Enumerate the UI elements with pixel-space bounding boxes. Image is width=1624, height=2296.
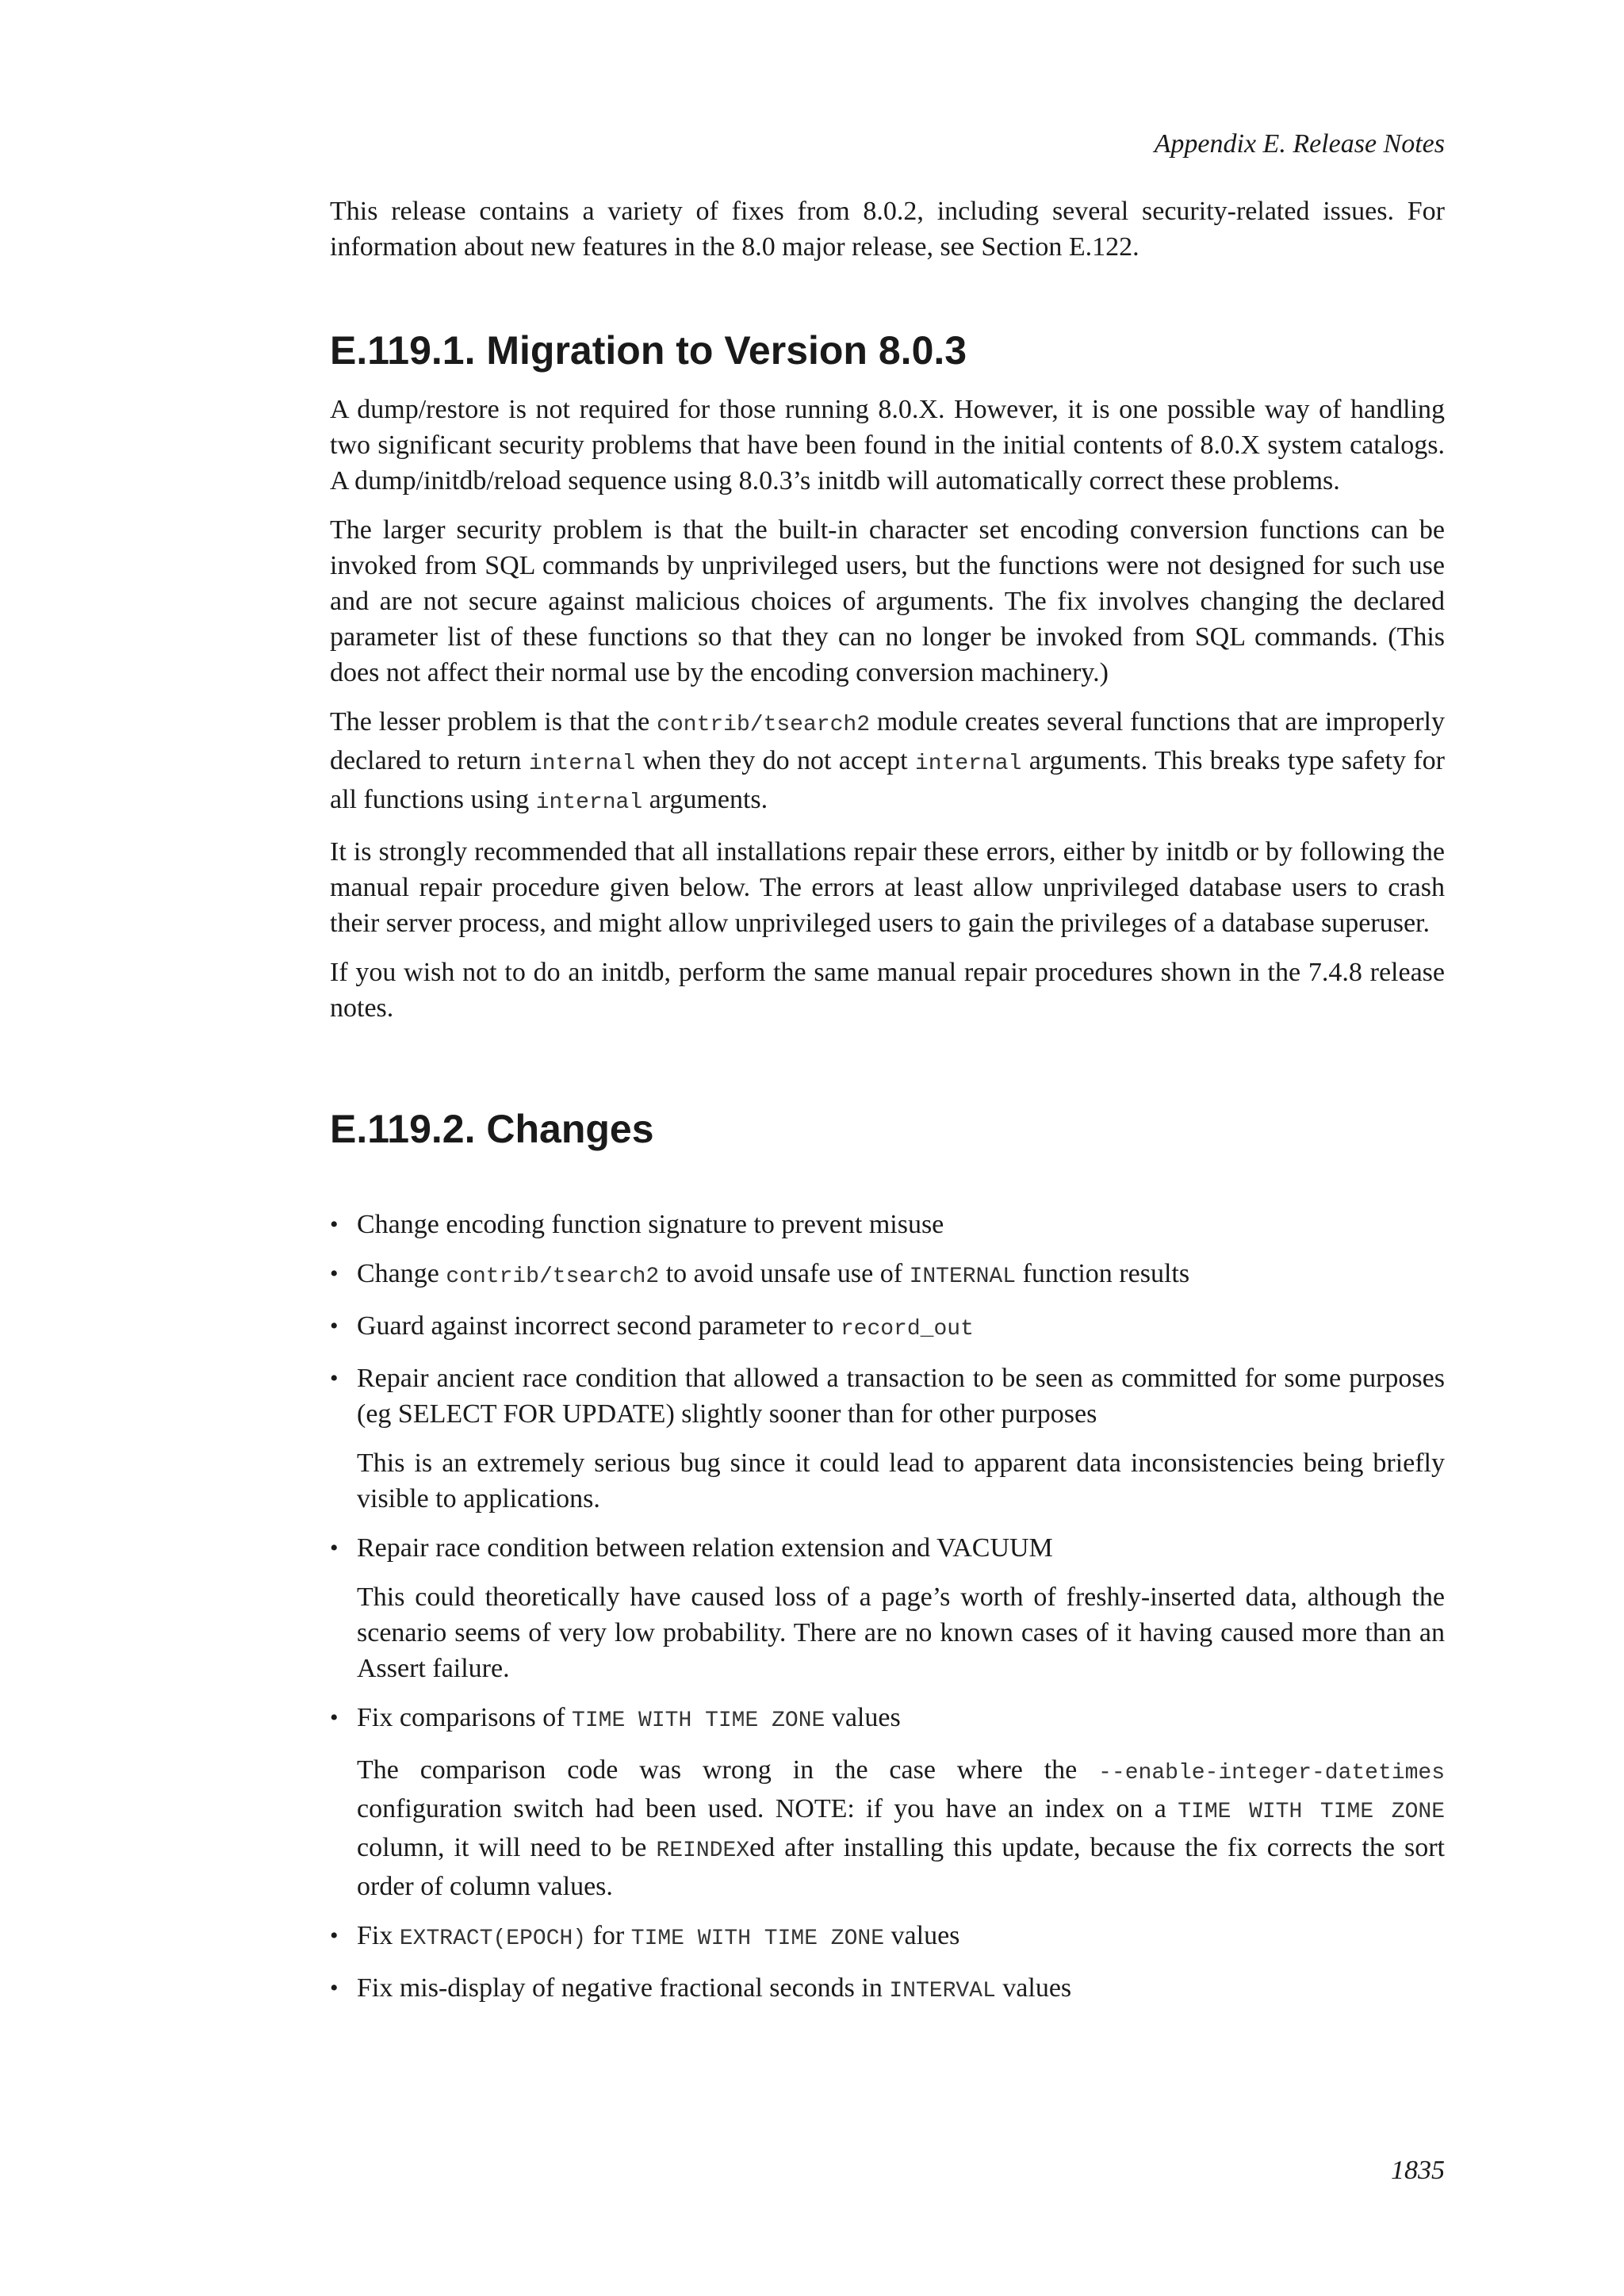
code-time-with-time-zone: TIME WITH TIME ZONE bbox=[630, 1927, 885, 1951]
changes-list bbox=[330, 1207, 1445, 2009]
bullet-icon: • bbox=[330, 1535, 339, 1561]
list-item bbox=[330, 1918, 1445, 1957]
list-item bbox=[330, 1360, 1445, 1517]
text-run: Fix bbox=[357, 1921, 400, 1950]
list-item-text: Change encoding function signature to prevent misuse bbox=[357, 1210, 944, 1239]
code-interval: INTERVAL bbox=[889, 1979, 996, 2003]
code-internal: INTERNAL bbox=[909, 1265, 1016, 1289]
bullet-icon: • bbox=[330, 1313, 339, 1339]
list-item-text bbox=[357, 1700, 1445, 1739]
code-enable-integer-datetimes: --enable-integer-datetimes bbox=[1098, 1761, 1445, 1785]
page-number: 1835 bbox=[1391, 2156, 1445, 2185]
code-record-out: record_out bbox=[840, 1317, 974, 1341]
text-run: ed after installing this update, because the fix corrects the sort order of column values. bbox=[357, 1833, 1445, 1901]
code-time-with-time-zone: TIME WITH TIME ZONE bbox=[572, 1709, 825, 1733]
migration-heading: E.119.1. Migration to Version 8.0.3 bbox=[330, 328, 967, 373]
intro-paragraph: This release contains a variety of fixes from 8.0.2, including several security-related issues. For information about new features in the 8.0 major release, see Section E.122. bbox=[330, 197, 1445, 262]
code-contrib-tsearch2: contrib/tsearch2 bbox=[657, 713, 870, 737]
migration-paragraph-1: A dump/restore is not required for those running 8.0.X. However, it is one possible way of handling two significant security problems that have been found in the initial contents of 8.0.X system catalogs. A dump/initdb/reload sequence using 8.0.3’s initdb will automatically correct these problems. bbox=[330, 395, 1445, 496]
list-item bbox=[330, 1700, 1445, 1904]
text-run: Change bbox=[357, 1259, 446, 1288]
code-extract-epoch: EXTRACT(EPOCH) bbox=[399, 1927, 587, 1951]
code-internal: internal bbox=[528, 752, 636, 776]
code-time-with-time-zone: TIME WITH TIME ZONE bbox=[1178, 1800, 1445, 1824]
list-item-text: Repair ancient race condition that allowed a transaction to be seen as committed for some purposes (eg SELECT FOR UPDATE) slightly sooner than for other purposes bbox=[357, 1364, 1445, 1429]
list-item-detail: This could theoretically have caused loss of a page’s worth of freshly-inserted data, although the scenario seems of very low probability. There are no known cases of it having caused more than an Assert failure. bbox=[357, 1582, 1445, 1683]
text-run: configuration switch had been used. NOTE: if you have an index on a bbox=[357, 1794, 1178, 1823]
page-content bbox=[330, 193, 1445, 2022]
code-internal: internal bbox=[535, 790, 643, 815]
list-item-detail: This is an extremely serious bug since it could lead to apparent data inconsistencies being briefly visible to applications. bbox=[357, 1448, 1445, 1513]
text-run: arguments. bbox=[642, 785, 768, 814]
text-run: module creates several functions that are improperly declared to return bbox=[330, 707, 1445, 775]
bullet-icon: • bbox=[330, 1261, 339, 1287]
text-run: column, it will need to be bbox=[357, 1833, 657, 1862]
text-run: The lesser problem is that the bbox=[330, 707, 657, 737]
list-item bbox=[330, 1970, 1445, 2009]
bullet-icon: • bbox=[330, 1365, 339, 1391]
migration-paragraph-5: If you wish not to do an initdb, perform the same manual repair procedures shown in the 7.4.8 release notes. bbox=[330, 958, 1445, 1023]
code-reindex: REINDEX bbox=[656, 1839, 750, 1863]
list-item-detail bbox=[357, 1752, 1445, 1904]
list-item-text: Repair race condition between relation extension and VACUUM bbox=[357, 1533, 1053, 1563]
list-item bbox=[330, 1207, 1445, 1242]
text-run: values bbox=[995, 1973, 1072, 2003]
text-run: Guard against incorrect second parameter to bbox=[357, 1311, 841, 1341]
bullet-icon: • bbox=[330, 1211, 339, 1238]
code-contrib-tsearch2: contrib/tsearch2 bbox=[446, 1265, 660, 1289]
list-item-text bbox=[357, 1970, 1445, 2009]
list-item-text bbox=[357, 1256, 1445, 1295]
text-run: Fix mis-display of negative fractional seconds in bbox=[357, 1973, 890, 2003]
bullet-icon: • bbox=[330, 1923, 339, 1949]
text-run: arguments. This breaks type safety for all functions using bbox=[330, 746, 1446, 814]
text-run: to avoid unsafe use of bbox=[659, 1259, 910, 1288]
list-item bbox=[330, 1256, 1445, 1295]
list-item-text bbox=[357, 1308, 1445, 1347]
running-header: Appendix E. Release Notes bbox=[1154, 129, 1445, 159]
text-run: Fix comparisons of bbox=[357, 1703, 573, 1732]
code-internal: internal bbox=[914, 752, 1022, 776]
changes-heading: E.119.2. Changes bbox=[330, 1107, 654, 1151]
text-run: when they do not accept bbox=[635, 746, 915, 775]
list-item bbox=[330, 1530, 1445, 1686]
list-item bbox=[330, 1308, 1445, 1347]
migration-paragraph-2: The larger security problem is that the built-in character set encoding conversion functions can be invoked from SQL commands by unprivileged users, but the functions were not designed for such use and are not secure against malicious choices of arguments. The fix involves changing the declared parameter list of these functions so that they can no longer be invoked from SQL commands. (This does not affect their normal use by the encoding conversion machinery.) bbox=[330, 515, 1445, 687]
text-run: for bbox=[586, 1921, 631, 1950]
text-run: values bbox=[884, 1921, 960, 1950]
bullet-icon: • bbox=[330, 1705, 339, 1731]
text-run: function results bbox=[1016, 1259, 1190, 1288]
text-run: The comparison code was wrong in the case where the bbox=[357, 1755, 1099, 1785]
bullet-icon: • bbox=[330, 1975, 339, 2001]
list-item-text bbox=[357, 1918, 1445, 1957]
text-run: values bbox=[825, 1703, 901, 1732]
migration-paragraph-4: It is strongly recommended that all installations repair these errors, either by initdb or by following the manual repair procedure given below. The errors at least allow unprivileged database users to crash their server process, and might allow unprivileged users to gain the privileges of a database superuser. bbox=[330, 837, 1445, 938]
migration-paragraph-3 bbox=[330, 704, 1445, 821]
